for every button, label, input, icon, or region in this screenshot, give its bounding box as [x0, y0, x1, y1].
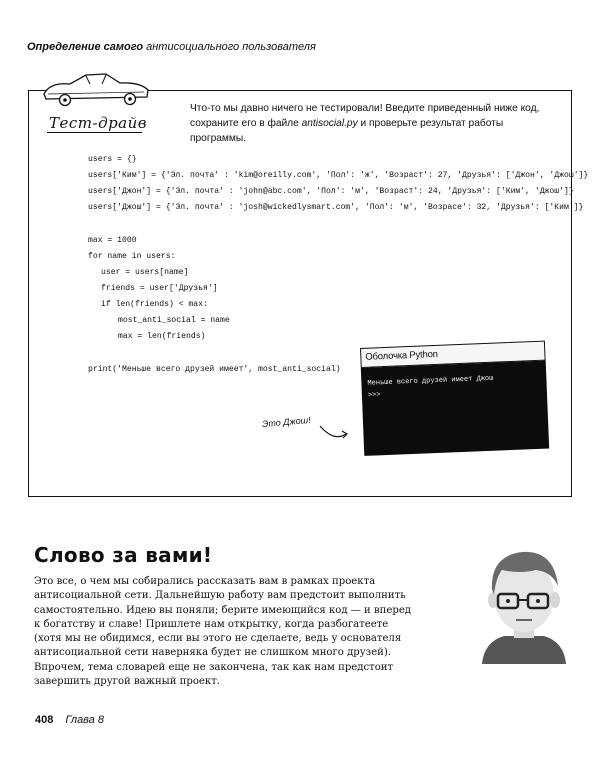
text-line: антисоциальной сети. Дальнейшую работу вам предстоит выполнить — [34, 590, 406, 602]
page-footer — [35, 714, 104, 726]
code-line: friends = user['Друзья'] — [101, 284, 218, 293]
chapter-label: Глава 8 — [65, 714, 104, 726]
shell-output-area — [361, 361, 549, 456]
text-line: завершить другой важный проект. — [34, 676, 220, 688]
paragraph-2 — [34, 661, 452, 690]
person-avatar-icon — [480, 538, 568, 664]
code-line: users['Джон'] = {'Эл. почта' : 'john@abc.com', 'Пол': 'м', 'Возраст': 24, 'Друзья': ['Ким', 'Джош']} — [88, 187, 574, 196]
text-line: антисоциальной сети наверняка будет не слишком много друзей). — [34, 647, 392, 659]
shell-title-bar: Оболочка Python — [360, 341, 546, 368]
code-line: print('Меньше всего друзей имеет', most_anti_social) — [88, 365, 341, 374]
code-line: if len(friends) < max: — [101, 300, 208, 309]
intro-text-a: сохраните его в файле — [190, 118, 302, 129]
shell-prompt: >>> — [367, 391, 381, 400]
test-drive-title: Тест-драйв — [49, 114, 148, 132]
python-shell-window — [360, 341, 549, 456]
paragraph-1 — [34, 575, 452, 661]
curved-arrow-icon — [318, 412, 358, 444]
code-line: most_anti_social = name — [118, 316, 230, 325]
intro-filename: antisocial.py — [301, 118, 358, 129]
text-line: к богатству и славе! Пришлете нам открытку, когда разбогатеете — [34, 618, 389, 630]
code-line: for name in users: — [88, 252, 176, 261]
code-line: users = {} — [88, 155, 137, 164]
text-line: (хотя мы не обидимся, если вы этого не сделаете, ведь у основателя — [34, 633, 402, 645]
section-heading: Слово за вами! — [34, 543, 213, 567]
code-line: max = len(friends) — [118, 332, 206, 341]
code-line: user = users[name] — [101, 268, 189, 277]
running-header — [27, 41, 316, 53]
intro-line-2 — [190, 116, 560, 146]
header-rest: антисоциального пользователя — [146, 41, 316, 53]
handwritten-note: Это Джош! — [261, 414, 311, 430]
text-line: Это все, о чем мы собирались рассказать вам в рамках проекта — [34, 576, 376, 587]
code-line: max = 1000 — [88, 236, 137, 245]
code-line: users['Ким'] = {'Эл. почта' : 'kim@oreilly.com', 'Пол': 'ж', 'Возраст': 27, 'Друзья': ['Джон', 'Джош']} — [88, 171, 589, 180]
shell-output: Меньше всего друзей имеет Джош — [367, 374, 494, 388]
intro-line-1: Что-то мы давно ничего не тестировали! Введите приведенный ниже код, — [190, 103, 540, 114]
car-illustration — [40, 70, 152, 112]
page-number: 408 — [35, 714, 54, 726]
test-drive-intro — [190, 101, 560, 146]
text-line: самостоятельно. Идею вы поняли; берите имеющийся код — и вперед — [34, 604, 412, 616]
intro-text-b: и проверьте результат работы программы. — [190, 118, 504, 144]
text-line: Впрочем, тема словарей еще не закончена, так как нам предстоит — [34, 662, 394, 673]
test-drive-underline — [47, 132, 142, 133]
code-line: users['Джош'] = {'Эл. почта' : 'josh@wickedlysmart.com', 'Пол': 'м', 'Возрасе': 32, 'Друзья': ['Ким']} — [88, 203, 584, 212]
header-bold: Определение самого — [27, 41, 144, 53]
